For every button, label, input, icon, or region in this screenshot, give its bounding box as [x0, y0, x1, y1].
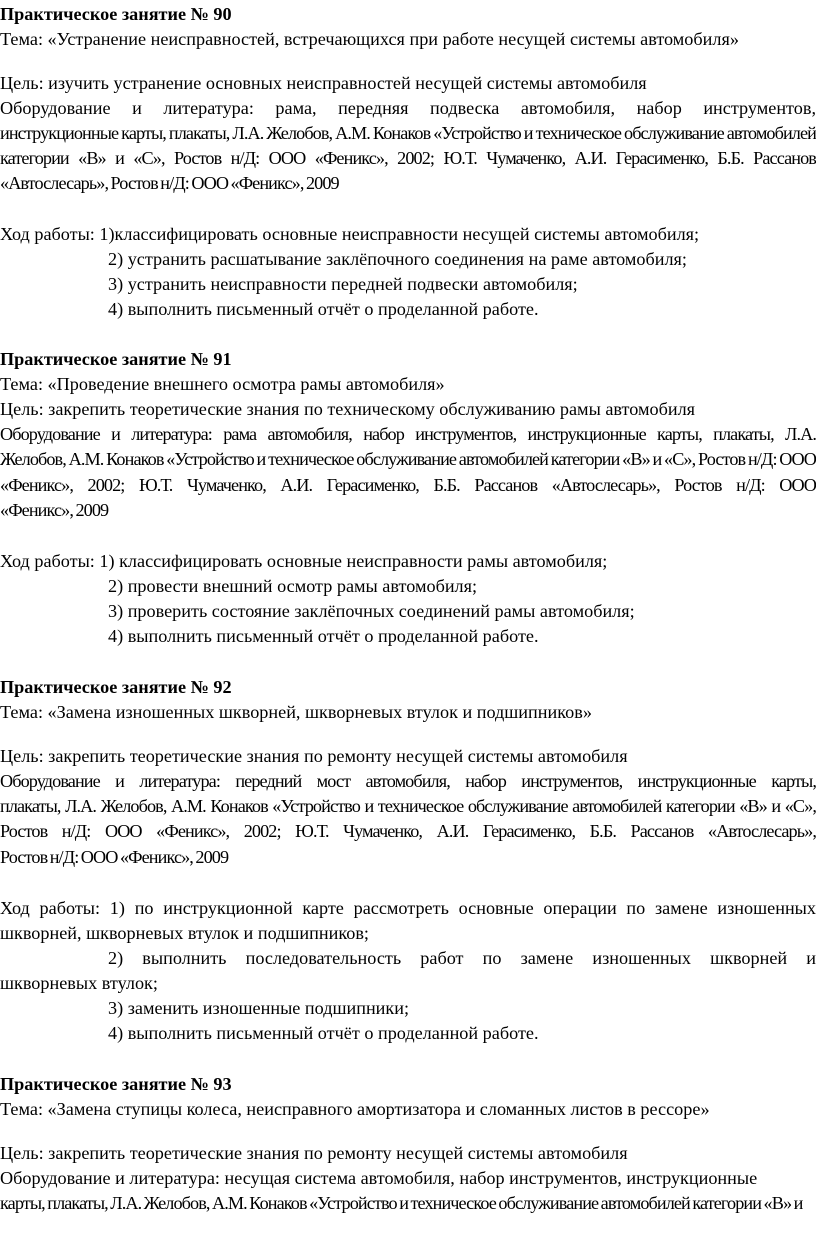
equipment-line: плакаты, Л.А. Желобов, А.М. Конаков «Устройство и техническое обслуживание автомобилей категории «В» и «С», — [0, 796, 816, 816]
equipment-line: Оборудование и литература: несущая система автомобиля, набор инструментов, инструкционные — [0, 1168, 758, 1188]
equipment-line: Оборудование и литература: рама автомобиля, набор инструментов, инструкционные карты, плакаты, Л.А. — [0, 424, 816, 444]
equipment-line: Ростов н/Д: ООО «Феникс», 2002; Ю.Т. Чумаченко, А.И. Герасименко, Б.Б. Рассанов «Автослесарь», — [0, 821, 816, 841]
step-line: шкворневых втулок; — [0, 973, 158, 993]
section-title: Практическое занятие № 91 — [0, 349, 232, 369]
section-title: Практическое занятие № 93 — [0, 1074, 232, 1094]
equipment-line: Оборудование и литература: рама, передняя подвеска автомобиля, набор инструментов, — [0, 98, 816, 118]
equipment-line: категории «В» и «С», Ростов н/Д: ООО «Феникс», 2002; Ю.Т. Чумаченко, А.И. Герасименко, Б.Б. Рассанов — [0, 148, 816, 168]
step-line: 2) выполнить последовательность работ по замене изношенных шкворней и — [108, 948, 816, 968]
equipment-line: карты, плакаты, Л.А. Желобов, А.М. Конаков «Устройство и техническое обслуживание автомобилей категории «В» и — [0, 1193, 803, 1213]
step-line: 4) выполнить письменный отчёт о проделанной работе. — [108, 299, 539, 319]
equipment-line: «Феникс», 2002; Ю.Т. Чумаченко, А.И. Герасименко, Б.Б. Рассанов «Автослесарь», Ростов н/Д: ООО — [0, 475, 816, 495]
section-topic: Тема: «Замена ступицы колеса, неисправного амортизатора и сломанных листов в рессоре» — [0, 1099, 710, 1119]
section-topic: Тема: «Замена изношенных шкворней, шкворневых втулок и подшипников» — [0, 702, 592, 722]
step-line: 2) устранить расшатывание заклёпочного соединения на раме автомобиля; — [108, 249, 687, 269]
section-title: Практическое занятие № 92 — [0, 677, 232, 697]
step-line: Ход работы: 1)классифицировать основные неисправности несущей системы автомобиля; — [0, 224, 700, 244]
section-goal: Цель: изучить устранение основных неисправностей несущей системы автомобиля — [0, 73, 647, 93]
step-line: шкворней, шкворневых втулок и подшипников; — [0, 923, 369, 943]
step-line: 3) проверить состояние заклёпочных соединений рамы автомобиля; — [108, 601, 635, 621]
equipment-line: «Автослесарь», Ростов н/Д: ООО «Феникс», 2009 — [0, 173, 339, 193]
equipment-line: «Феникс», 2009 — [0, 500, 109, 520]
step-line: 3) заменить изношенные подшипники; — [108, 998, 410, 1018]
step-line: 2) провести внешний осмотр рамы автомобиля; — [108, 576, 478, 596]
step-line: Ход работы: 1) классифицировать основные неисправности рамы автомобиля; — [0, 551, 608, 571]
section-goal: Цель: закрепить теоретические знания по ремонту несущей системы автомобиля — [0, 746, 628, 766]
equipment-line: Ростов н/Д: ООО «Феникс», 2009 — [0, 847, 229, 867]
section-topic: Тема: «Проведение внешнего осмотра рамы автомобиля» — [0, 374, 445, 394]
section-title: Практическое занятие № 90 — [0, 4, 232, 24]
step-line: 4) выполнить письменный отчёт о проделанной работе. — [108, 626, 539, 646]
section-goal: Цель: закрепить теоретические знания по ремонту несущей системы автомобиля — [0, 1143, 628, 1163]
equipment-line: инструкционные карты, плакаты, Л.А. Желобов, А.М. Конаков «Устройство и техническое обслуживание автомобилей — [0, 123, 816, 143]
equipment-line: Оборудование и литература: передний мост автомобиля, набор инструментов, инструкционные карты, — [0, 771, 816, 791]
step-line: 4) выполнить письменный отчёт о проделанной работе. — [108, 1023, 539, 1043]
section-goal: Цель: закрепить теоретические знания по техническому обслуживанию рамы автомобиля — [0, 399, 696, 419]
equipment-line: Желобов, А.М. Конаков «Устройство и техническое обслуживание автомобилей категории «В» и «С», Ростов н/Д: ООО — [0, 449, 816, 469]
step-line: 3) устранить неисправности передней подвески автомобиля; — [108, 274, 578, 294]
section-topic: Тема: «Устранение неисправностей, встречающихся при работе несущей системы автомобиля» — [0, 29, 739, 49]
step-line: Ход работы: 1) по инструкционной карте рассмотреть основные операции по замене изношенных — [0, 898, 816, 918]
